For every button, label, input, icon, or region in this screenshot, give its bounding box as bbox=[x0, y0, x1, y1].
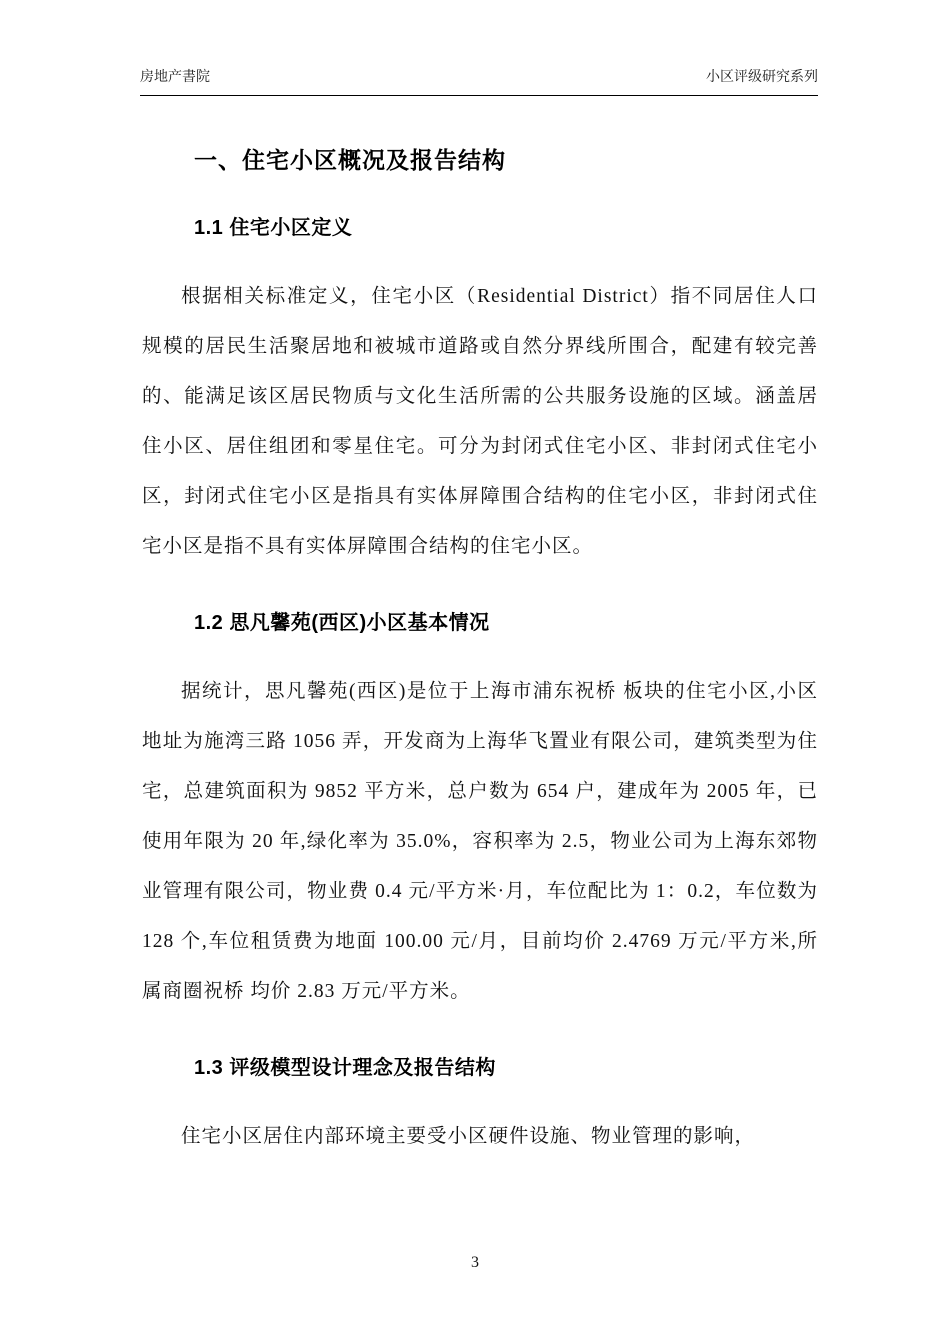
header-right-text: 小区评级研究系列 bbox=[706, 70, 818, 85]
document-body bbox=[142, 128, 818, 1162]
chapter-heading: 一、住宅小区概况及报告结构 bbox=[194, 147, 506, 173]
section-paragraph-1-2: 据统计，思凡馨苑(西区)是位于上海市浦东祝桥 板块的住宅小区,小区地址为施湾三路 1056 弄，开发商为上海华飞置业有限公司，建筑类型为住宅，总建筑面积为 9852 平方米，总户数为 654 户，建成年为 2005 年，已使用年限为 20 年,绿化率为 35.0%，容积率为 2.5，物业公司为上海东郊物业管理有限公司，物业费 0.4 元/平方米·月，车位配比为 1：0.2，车位数为 128 个,车位租赁费为地面 100.00 元/月，目前均价 2.4769 万元/平方米,所属商圈祝桥 均价 2.83 万元/平方米。 bbox=[142, 681, 818, 1002]
section-paragraph-1-3: 住宅小区居住内部环境主要受小区硬件设施、物业管理的影响， bbox=[181, 1126, 756, 1147]
section-heading-1-3: 1.3 评级模型设计理念及报告结构 bbox=[194, 1057, 496, 1079]
section-heading-1-1: 1.1 住宅小区定义 bbox=[194, 217, 353, 239]
page-header bbox=[140, 66, 818, 96]
page-number: 3 bbox=[471, 1254, 479, 1271]
section-heading-1-2: 1.2 思凡馨苑(西区)小区基本情况 bbox=[194, 612, 490, 634]
section-paragraph-1-1: 根据相关标准定义，住宅小区（Residential District）指不同居住人口规模的居民生活聚居地和被城市道路或自然分界线所围合，配建有较完善的、能满足该区居民物质与文化生活所需的公共服务设施的区域。涵盖居住小区、居住组团和零星住宅。可分为封闭式住宅小区、非封闭式住宅小区，封闭式住宅小区是指具有实体屏障围合结构的住宅小区，非封闭式住宅小区是指不具有实体屏障围合结构的住宅小区。 bbox=[142, 286, 818, 557]
header-left-text: 房地产書院 bbox=[140, 70, 210, 85]
